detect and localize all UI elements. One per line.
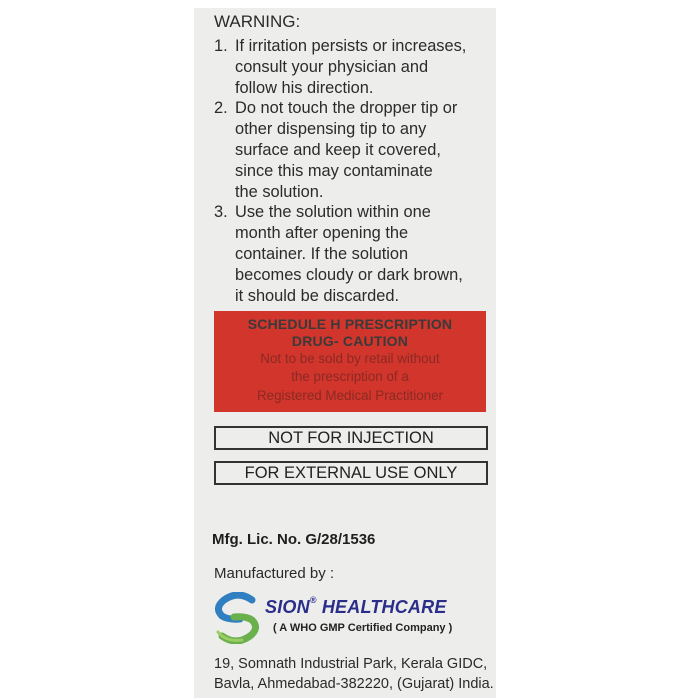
schedule-h-caution-box [214, 311, 486, 412]
warning-title: WARNING: [214, 12, 301, 31]
address-line: Bavla, Ahmedabad-382220, (Gujarat) India. [214, 676, 494, 692]
warning-number: 3. [214, 203, 228, 222]
warning-line: surface and keep it covered, [235, 140, 441, 159]
warning-line: other dispensing tip to any [235, 120, 427, 139]
not-for-injection-box: NOT FOR INJECTION [214, 426, 488, 450]
caution-line: Not to be sold by retail without [260, 351, 440, 366]
warning-line: Use the solution within one [235, 203, 431, 222]
warning-line: since this may contaminate [235, 161, 433, 180]
warning-line: it should be discarded. [235, 286, 400, 305]
caution-line: the prescription of a [291, 369, 409, 385]
manufacturer-address [214, 654, 494, 694]
company-name-prefix: SION [265, 597, 310, 617]
manufacturing-license: Mfg. Lic. No. G/28/1536 [212, 531, 376, 548]
warning-number: 1. [214, 37, 228, 55]
sion-logo-icon [212, 592, 262, 644]
schedule-heading-line-2: DRUG- CAUTION [291, 333, 409, 349]
warning-line: Do not touch the dropper tip or [235, 99, 458, 118]
company-name-suffix: HEALTHCARE [321, 597, 447, 617]
manufactured-by-label: Manufactured by : [214, 565, 335, 582]
warning-line: follow his direction. [235, 78, 374, 97]
company-tagline: ( A WHO GMP Certified Company ) [273, 622, 453, 634]
company-name [265, 597, 447, 618]
warning-item-3 [214, 202, 492, 306]
warning-item-1 [214, 36, 492, 98]
external-use-only-box: FOR EXTERNAL USE ONLY [214, 461, 488, 485]
schedule-caution-text [214, 350, 486, 405]
warning-line: If irritation persists or increases, [235, 37, 467, 55]
warning-line: the solution. [235, 182, 324, 201]
caution-line: Registered Medical Practitioner [256, 387, 444, 403]
warning-item-2 [214, 98, 492, 202]
address-line: 19, Somnath Industrial Park, Kerala GIDC, [214, 656, 488, 672]
warning-line: becomes cloudy or dark brown, [235, 265, 463, 284]
warning-line: month after opening the [235, 224, 409, 243]
warning-number: 2. [214, 99, 228, 118]
schedule-heading-line-1: SCHEDULE H PRESCRIPTION [247, 316, 453, 332]
warning-line: consult your physician and [235, 57, 429, 76]
warning-line: container. If the solution [235, 244, 409, 263]
warning-list [214, 36, 492, 306]
registered-mark: ® [309, 595, 317, 605]
